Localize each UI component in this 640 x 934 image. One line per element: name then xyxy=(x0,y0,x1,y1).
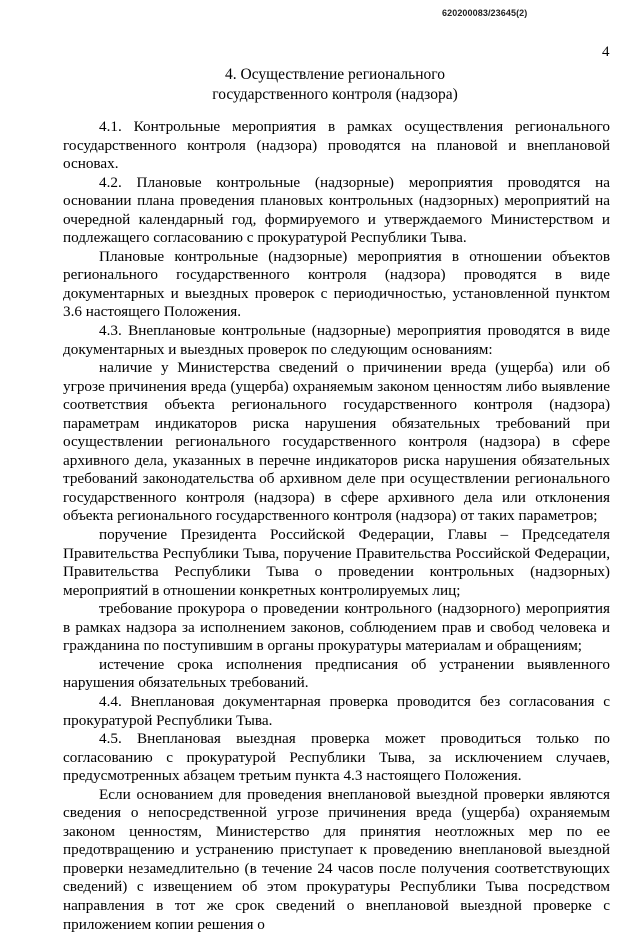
paragraph-ground-instruction: поручение Президента Российской Федерации, Главы – Председателя Правительства Республики Тыва, поручение Правительства Российской Федерации, Правительства Республики Тыва о проведении контрольных (надзорных) мероприятий в отношении конкретных контролируемых лиц; xyxy=(63,526,610,599)
paragraph-4-1: 4.1. Контрольные мероприятия в рамках осуществления регионального государственного контроля (надзора) проводятся на плановой и внеплановой основах. xyxy=(63,118,610,173)
paragraph-4-4: 4.4. Внеплановая документарная проверка проводится без согласования с прокуратурой Республики Тыва. xyxy=(63,692,610,729)
paragraph-planned-inspections: Плановые контрольные (надзорные) мероприятия в отношении объектов регионального государственного контроля (надзора) проводятся в виде документарных и выездных проверок с периодичностью, установленной пунктом 3.6 настоящего Положения. xyxy=(63,247,610,321)
paragraph-ground-harm-info: наличие у Министерства сведений о причинении вреда (ущерба) или об угрозе причинения вреда (ущерба) охраняемым законом ценностям либо выявление соответствия объекта регионального государственного контроля (надзора) параметрам индикаторов риска нарушения обязательных требований при осуществлении регионального государственного контроля (надзора) в сфере архивного дела, указанных в перечне индикаторов риска нарушения обязательных требований законодательства об архивном деле при осуществлении регионального государственного контроля (надзора) в сфере архивного дела или отклонения объекта регионального государственного контроля (надзора) от таких параметров; xyxy=(63,359,610,525)
paragraph-4-2: 4.2. Плановые контрольные (надзорные) мероприятия проводятся на основании плана проведения плановых контрольных (надзорных) мероприятий на очередной календарный год, формируемого и утверждаемого Министерством и подлежащего согласованию с прокуратурой Республики Тыва. xyxy=(63,173,610,247)
paragraph-4-5: 4.5. Внеплановая выездная проверка может проводиться только по согласованию с прокуратурой Республики Тыва, за исключением случаев, предусмотренных абзацем третьим пункта 4.3 настоящего Положения. xyxy=(63,730,610,785)
body-text xyxy=(63,118,610,934)
paragraph-ground-prosecutor: требование прокурора о проведении контрольного (надзорного) мероприятия в рамках надзора за исполнением законов, соблюдением прав и свобод человека и гражданина по поступившим в органы прокуратуры материалам и обращениям; xyxy=(63,600,610,655)
paragraph-urgent-inspection: Если основанием для проведения внеплановой выездной проверки являются сведения о непосредственной угрозе причинения вреда (ущерба) охраняемым законом ценностям, Министерство для принятия неотложных мер по ее предотвращению и устранению приступает к проведению внеплановой выездной проверки незамедлительно (в течение 24 часов после получения соответствующих сведений) с извещением об этом прокуратуры Республики Тыва посредством направления в тот же срок сведений о внеплановой выездной проверке с приложением копии решения о xyxy=(63,785,610,933)
paragraph-4-3: 4.3. Внеплановые контрольные (надзорные) мероприятия проводятся в виде документарных и выездных проверок по следующим основаниям: xyxy=(63,322,610,358)
document-id: 620200083/23645(2) xyxy=(442,8,528,18)
section-title-line-2: государственного контроля (надзора) xyxy=(212,86,458,103)
section-title-line-1: 4. Осуществление регионального xyxy=(225,66,445,83)
page-number: 4 xyxy=(602,44,610,60)
section-heading xyxy=(70,65,600,105)
paragraph-ground-order-expiry: истечение срока исполнения предписания об устранении выявленного нарушения обязательных требований. xyxy=(63,655,610,692)
